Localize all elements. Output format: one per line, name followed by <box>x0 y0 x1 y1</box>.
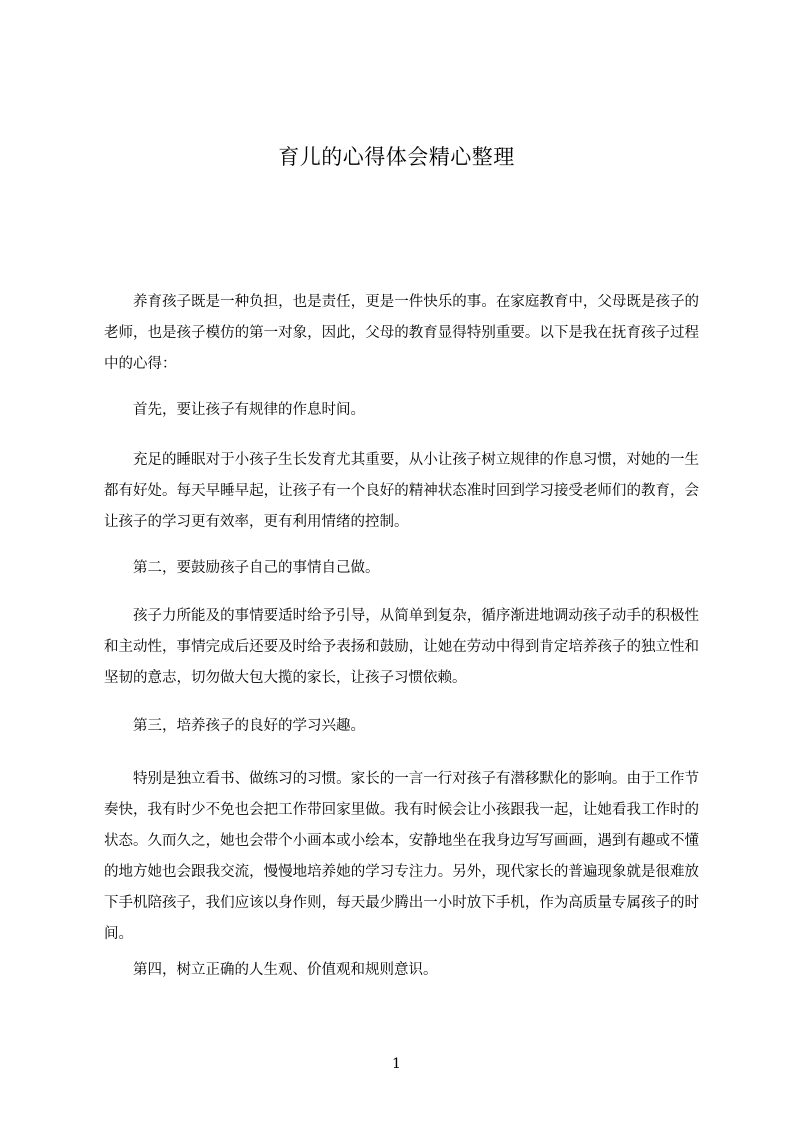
section-heading-fourth: 第四，树立正确的人生观、价值观和规则意识。 <box>133 962 438 978</box>
section-heading-first: 首先，要让孩子有规律的作息时间。 <box>133 402 365 418</box>
intro-paragraph: 养育孩子既是一种负担，也是责任，更是一件快乐的事。在家庭教育中，父母既是孩子的老师，也是孩子模仿的第一对象，因此，父母的教育显得特别重要。以下是我在抚育孩子过程中的心得： <box>104 294 699 372</box>
section-heading-second: 第二，要鼓励孩子自己的事情自己做。 <box>133 560 380 576</box>
page-number: 1 <box>392 1056 401 1072</box>
section-paragraph-first: 充足的睡眠对于小孩子生长发育尤其重要，从小让孩子树立规律的作息习惯，对她的一生都有好处。每天早睡早起，让孩子有一个良好的精神状态准时回到学习接受老师们的教育，会让孩子的学习更有效率，更有利用情绪的控制。 <box>104 452 699 530</box>
section-heading-third: 第三，培养孩子的良好的学习兴趣。 <box>133 718 365 734</box>
document-title: 育儿的心得体会精心整理 <box>278 145 515 169</box>
section-paragraph-third: 特别是独立看书、做练习的习惯。家长的一言一行对孩子有潜移默化的影响。由于工作节奏快，我有时少不免也会把工作带回家里做。我有时候会让小孩跟我一起，让她看我工作时的状态。久而久之，她也会带个小画本或小绘本，安静地坐在我身边写写画画，遇到有趣或不懂的地方她也会跟我交流，慢慢地培养她的学习专注力。另外，现代家长的普遍现象就是很难放下手机陪孩子，我们应该以身作则，每天最少腾出一小时放下手机，作为高质量专属孩子的时间。 <box>104 771 699 942</box>
section-paragraph-second: 孩子力所能及的事情要适时给予引导，从简单到复杂，循序渐进地调动孩子动手的积极性和主动性，事情完成后还要及时给予表扬和鼓励，让她在劳动中得到肯定培养孩子的独立性和坚韧的意志，切勿做大包大揽的家长，让孩子习惯依赖。 <box>104 608 699 686</box>
